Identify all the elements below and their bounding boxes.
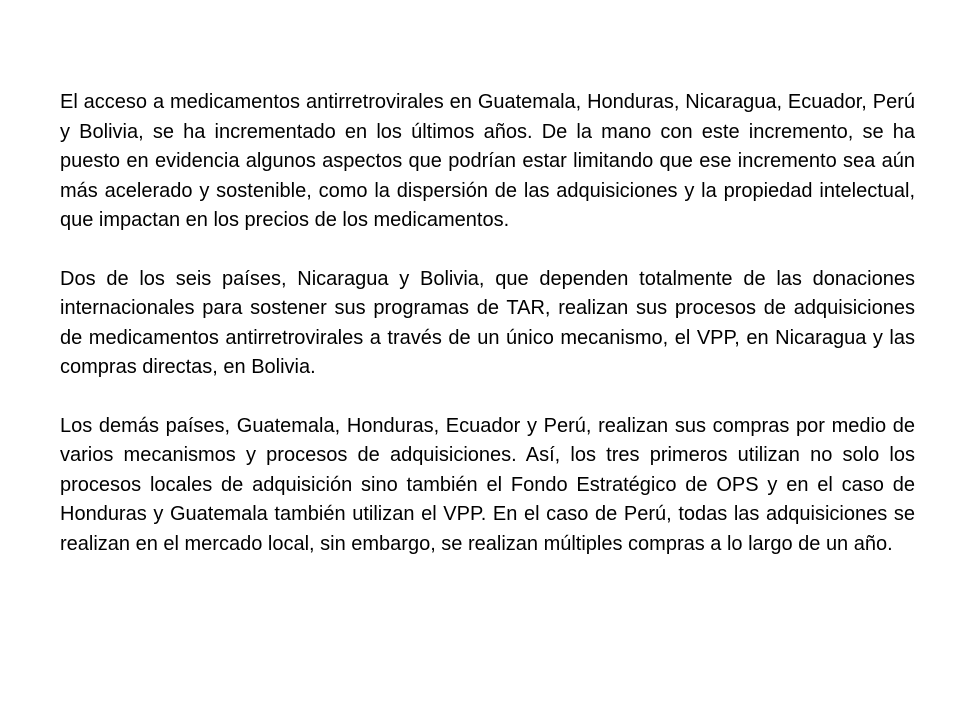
body-text	[60, 88, 915, 588]
paragraph-multiple-mechanism-countries: Los demás países, Guatemala, Honduras, Ecuador y Perú, realizan sus compras por medio de varios mecanismos y procesos de adquisiciones. Así, los tres primeros utilizan no solo los procesos locales de adquisición sino también el Fondo Estratégico de OPS y en el caso de Honduras y Guatemala también utilizan el VPP. En el caso de Perú, todas las adquisiciones se realizan en el mercado local, sin embargo, se realizan múltiples compras a lo largo de un año.	[60, 414, 915, 555]
paragraph-access-overview: El acceso a medicamentos antirretrovirales en Guatemala, Honduras, Nicaragua, Ecuador, Perú y Bolivia, se ha incrementado en los últimos años. De la mano con este incremento, se ha puesto en evidencia algunos aspectos que podrían estar limitando que ese incremento sea aún más acelerado y sostenible, como la dispersión de las adquisiciones y la propiedad intelectual, que impactan en los precios de los medicamentos.	[60, 91, 915, 231]
paragraph-single-mechanism-countries: Dos de los seis países, Nicaragua y Bolivia, que dependen totalmente de las donaciones internacionales para sostener sus programas de TAR, realizan sus procesos de adquisiciones de medicamentos antirretrovirales a través de un único mecanismo, el VPP, en Nicaragua y las compras directas, en Bolivia.	[60, 267, 915, 378]
